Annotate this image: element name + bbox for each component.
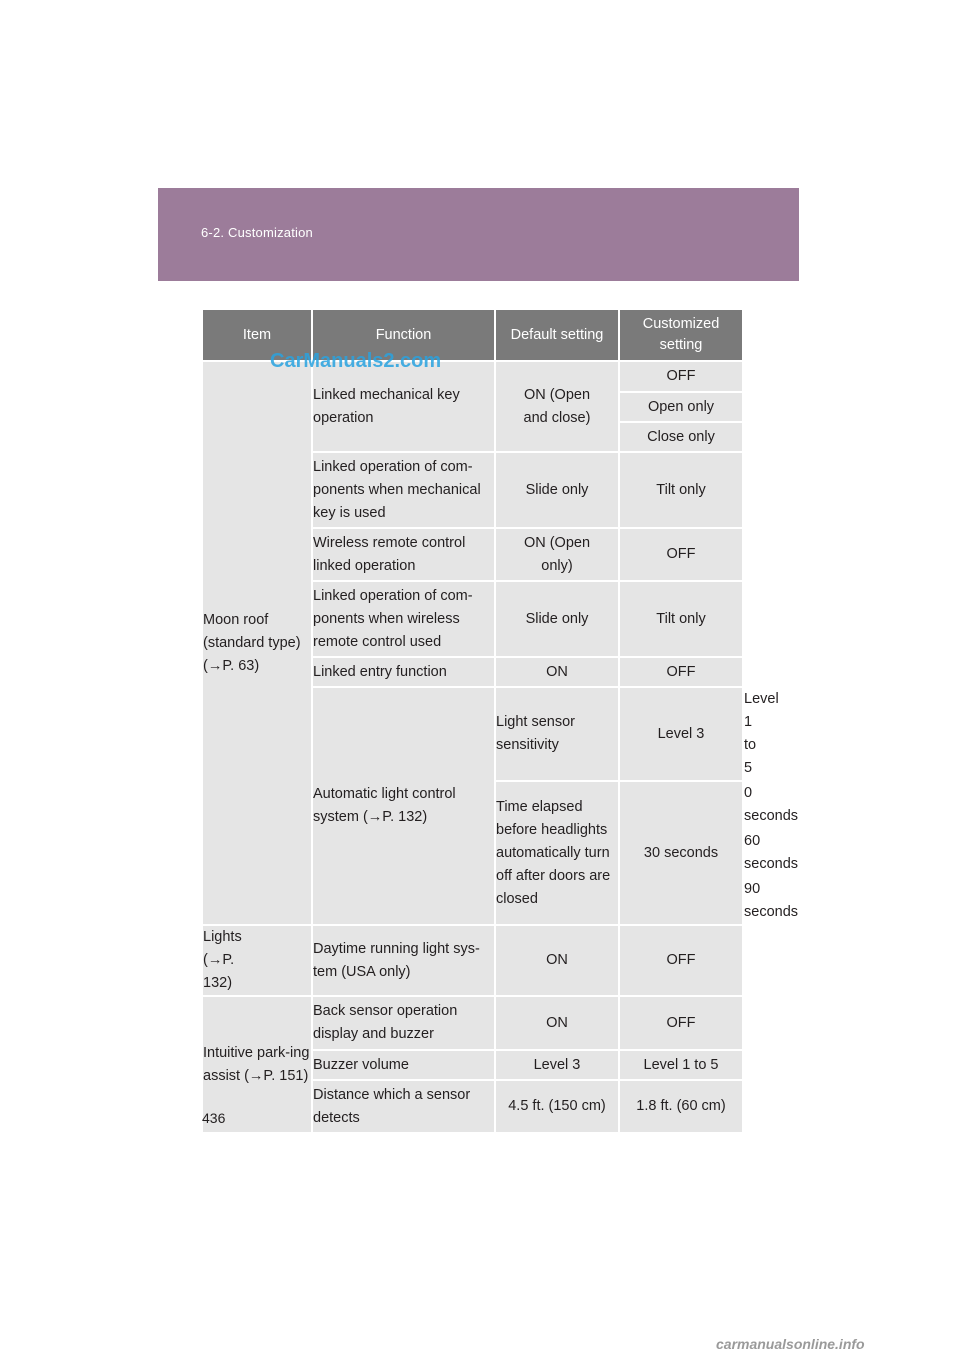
function-cell: Linked operation of com-ponents when wireless remote control used (312, 581, 495, 657)
header-band (158, 188, 799, 281)
function-cell: Linked operation of com-ponents when mechanical key is used (312, 452, 495, 528)
customization-table (201, 308, 799, 1134)
table-row: 90 seconds (744, 881, 799, 920)
item-lights (202, 925, 312, 996)
table-row: Automatic light control system (→P. 132) Light sensor sensitivity Level 3 Level 1 to 5 (202, 687, 743, 781)
default-cell: Level 3 (619, 687, 743, 781)
function-cell: Time elapsed before headlights automatically turn off after doors are closed (495, 781, 619, 925)
item-moon-roof: Moon roof (standard type) (→P. 63) (202, 361, 312, 925)
default-cell: 4.5 ft. (150 cm) (495, 1080, 619, 1133)
customized-cell: Tilt only (619, 581, 743, 657)
item-lights-text: Lights (→P. 132) (203, 929, 242, 991)
customized-cell: OFF (619, 657, 743, 687)
item-automatic-light-control: Automatic light control system (→P. 132) (312, 687, 495, 925)
customized-cell: 1.8 ft. (60 cm) (619, 1080, 743, 1133)
customized-cell: Close only (619, 422, 743, 452)
default-cell (495, 528, 619, 581)
function-cell: Wireless remote control linked operation (312, 528, 495, 581)
header-function: Function (312, 309, 495, 361)
customized-cell: OFF (619, 925, 743, 996)
header-default-setting: Default setting (495, 309, 619, 361)
function-cell: Buzzer volume (312, 1050, 495, 1080)
default-cell (495, 361, 619, 452)
default-cell: Slide only (495, 452, 619, 528)
default-cell-text: ON (Open and close) (523, 386, 591, 426)
item-intuitive-parking-assist: Intuitive park-ing assist (→P. 151) (202, 996, 312, 1133)
header-customized-setting-label: Customized setting (642, 316, 720, 353)
customized-cell: OFF (619, 996, 743, 1050)
table-row: Time elapsed before headlights automatically turn off after doors are closed 30 seconds 0 seconds (202, 781, 743, 829)
customized-cell: OFF (619, 528, 743, 581)
default-cell: Slide only (495, 581, 619, 657)
default-cell: ON (495, 996, 619, 1050)
watermark-bottom: carmanualsonline.info (716, 1336, 865, 1352)
table-row (202, 925, 743, 996)
function-cell: Back sensor operation display and buzzer (312, 996, 495, 1050)
default-cell: ON (495, 657, 619, 687)
function-cell: Linked mechanical key operation (312, 361, 495, 452)
table-row (202, 996, 743, 1050)
default-cell-text: ON (Open only) (523, 534, 591, 574)
page-number: 436 (202, 1110, 226, 1126)
function-cell: Linked entry function (312, 657, 495, 687)
watermark-top: CarManuals2.com (270, 350, 442, 372)
customized-cell: Open only (619, 392, 743, 422)
function-cell: Light sensor sensitivity (495, 687, 619, 781)
default-cell: Level 3 (495, 1050, 619, 1080)
function-cell: Daytime running light sys-tem (USA only) (312, 925, 495, 996)
section-title: 6-2. Customization (201, 225, 313, 240)
default-cell: 30 seconds (619, 781, 743, 925)
customized-cell: Tilt only (619, 452, 743, 528)
header-item: Item (202, 309, 312, 361)
table-row: 60 seconds (744, 833, 799, 872)
header-customized-setting (619, 309, 743, 361)
customized-cell: OFF (619, 361, 743, 392)
function-cell: Distance which a sensor detects (312, 1080, 495, 1133)
customized-cell: Level 1 to 5 (619, 1050, 743, 1080)
default-cell: ON (495, 925, 619, 996)
